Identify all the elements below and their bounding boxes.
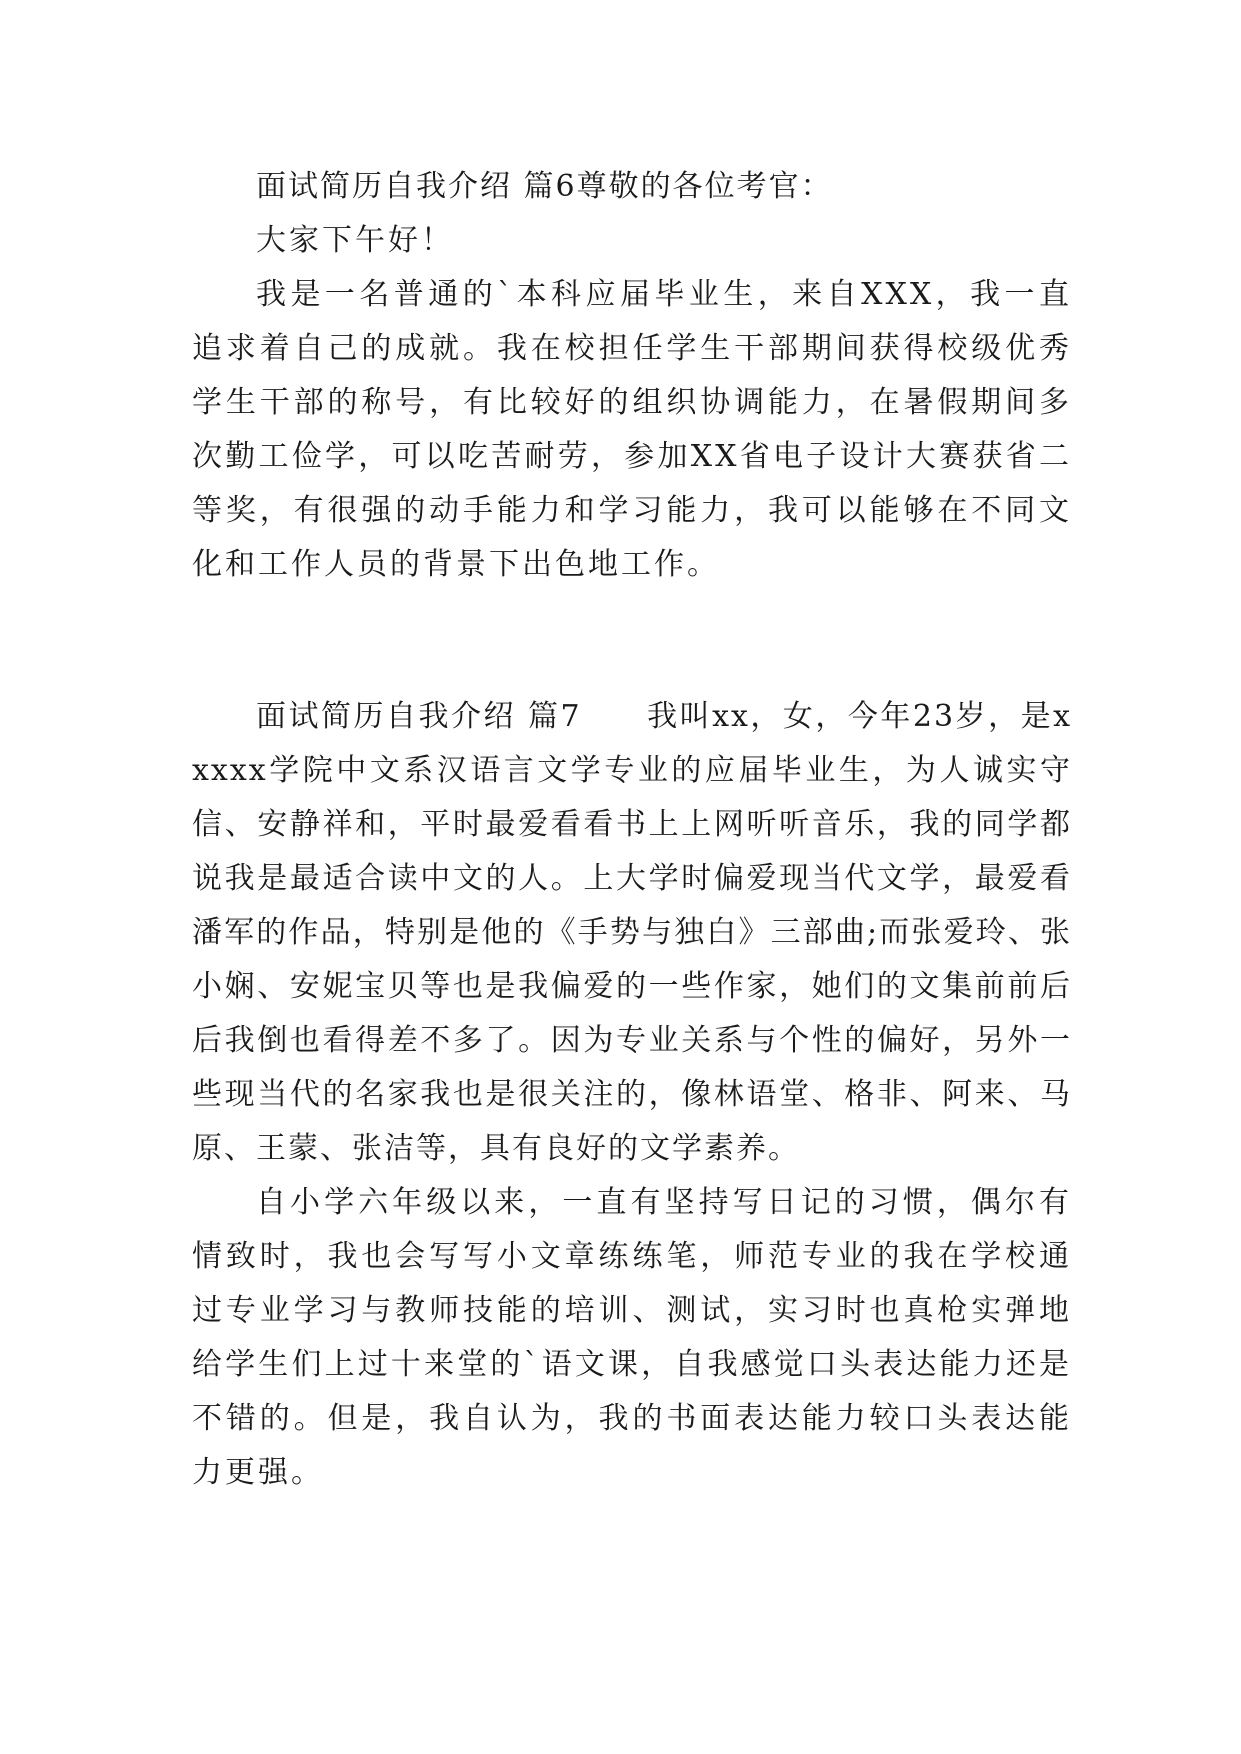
paragraph-body-6: 我是一名普通的`本科应届毕业生，来自XXX，我一直追求着自己的成就。我在校担任学生干部期间获得校级优秀学生干部的称号，有比较好的组织协调能力，在暑假期间多次勤工俭学，可以吃苦耐劳，参加XX省电子设计大赛获省二等奖，有很强的动手能力和学习能力，我可以能够在不同文化和工作人员的背景下出色地工作。 [192, 277, 1072, 582]
paragraph-body-7b: 自小学六年级以来，一直有坚持写日记的习惯，偶尔有情致时，我也会写写小文章练练笔，师范专业的我在学校通过专业学习与教师技能的培训、测试，实习时也真枪实弹地给学生们上过十来堂的`语文课，自我感觉口头表达能力还是不错的。但是，我自认为，我的书面表达能力较口头表达能力更强。 [192, 1185, 1072, 1490]
paragraph-body-7a: 面试简历自我介绍 篇7 我叫xx，女，今年23岁，是xxxxx学院中文系汉语言文学专业的应届毕业生，为人诚实守信、安静祥和，平时最爱看看书上上网听听音乐，我的同学都说我是最适合读中文的人。上大学时偏爱现当代文学，最爱看潘军的作品，特别是他的《手势与独白》三部曲;而张爱玲、张小娴、安妮宝贝等也是我偏爱的一些作家，她们的文集前前后后我倒也看得差不多了。因为专业关系与个性的偏好，另外一些现当代的名家我也是很关注的，像林语堂、格非、阿来、马原、王蒙、张洁等，具有良好的文学素养。 [192, 699, 1072, 1166]
paragraph-greeting: 大家下午好！ [256, 223, 454, 258]
section-intro-7 [192, 690, 1072, 1500]
paragraph-heading-6: 面试简历自我介绍 篇6尊敬的各位考官： [256, 169, 833, 204]
section-intro-6 [192, 160, 1072, 592]
